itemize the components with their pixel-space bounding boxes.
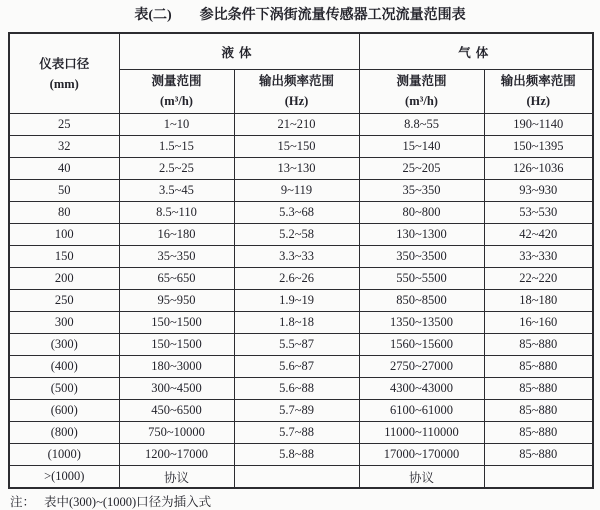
- table-row: [9, 356, 593, 378]
- cell-liquid-frequency-range: 21~210: [234, 114, 359, 136]
- cell-gas-measure-range: 130~1300: [359, 224, 484, 246]
- cell-diameter: 32: [9, 136, 119, 158]
- table-number: 表(二): [134, 8, 172, 23]
- cell-liquid-measure-range: 180~3000: [119, 356, 234, 378]
- header-liquid-freq-unit: (Hz): [284, 93, 309, 108]
- cell-gas-measure-range: 35~350: [359, 180, 484, 202]
- cell-liquid-frequency-range: 5.8~88: [234, 444, 359, 466]
- table-row: [9, 268, 593, 290]
- cell-gas-measure-range: 协议: [359, 466, 484, 489]
- cell-liquid-frequency-range: 1.9~19: [234, 290, 359, 312]
- cell-diameter: 25: [9, 114, 119, 136]
- table-row: [9, 334, 593, 356]
- cell-liquid-measure-range: 65~650: [119, 268, 234, 290]
- cell-diameter: 50: [9, 180, 119, 202]
- cell-gas-frequency-range: 16~160: [484, 312, 593, 334]
- cell-diameter: (300): [9, 334, 119, 356]
- footnote: [8, 492, 592, 510]
- flow-range-table: [8, 32, 594, 489]
- cell-gas-measure-range: 1560~15600: [359, 334, 484, 356]
- header-gas-freq: [484, 70, 593, 114]
- cell-gas-measure-range: 17000~170000: [359, 444, 484, 466]
- cell-gas-measure-range: 850~8500: [359, 290, 484, 312]
- cell-diameter: (800): [9, 422, 119, 444]
- header-liquid-freq-label: 输出频率范围: [259, 74, 335, 89]
- cell-liquid-measure-range: 协议: [119, 466, 234, 489]
- cell-gas-measure-range: 4300~43000: [359, 378, 484, 400]
- cell-liquid-measure-range: 750~10000: [119, 422, 234, 444]
- header-liquid: 液体: [119, 33, 359, 70]
- cell-diameter: 100: [9, 224, 119, 246]
- cell-liquid-measure-range: 1200~17000: [119, 444, 234, 466]
- header-gas-freq-unit: (Hz): [526, 93, 551, 108]
- cell-gas-frequency-range: 42~420: [484, 224, 593, 246]
- header-liquid-freq: [234, 70, 359, 114]
- table-row: [9, 224, 593, 246]
- cell-diameter: 300: [9, 312, 119, 334]
- cell-gas-frequency-range: 126~1036: [484, 158, 593, 180]
- cell-liquid-measure-range: 1~10: [119, 114, 234, 136]
- cell-liquid-frequency-range: 5.2~58: [234, 224, 359, 246]
- cell-gas-measure-range: 350~3500: [359, 246, 484, 268]
- table-row: [9, 202, 593, 224]
- cell-liquid-frequency-range: 15~150: [234, 136, 359, 158]
- table-row: [9, 136, 593, 158]
- cell-liquid-measure-range: 300~4500: [119, 378, 234, 400]
- cell-gas-measure-range: 6100~61000: [359, 400, 484, 422]
- cell-gas-frequency-range: 22~220: [484, 268, 593, 290]
- header-gas-measure: [359, 70, 484, 114]
- header-gas-freq-label: 输出频率范围: [500, 74, 576, 89]
- cell-diameter: (500): [9, 378, 119, 400]
- cell-diameter: (400): [9, 356, 119, 378]
- header-gas-measure-label: 测量范围: [396, 74, 447, 89]
- header-group-row: [9, 33, 593, 70]
- cell-liquid-frequency-range: 5.6~87: [234, 356, 359, 378]
- cell-liquid-frequency-range: 1.8~18: [234, 312, 359, 334]
- table-row: [9, 246, 593, 268]
- table-row: [9, 114, 593, 136]
- cell-gas-frequency-range: 85~880: [484, 378, 593, 400]
- cell-liquid-frequency-range: 3.3~33: [234, 246, 359, 268]
- table-title-text: 参比条件下涡街流量传感器工况流量范围表: [199, 8, 466, 23]
- cell-gas-measure-range: 80~800: [359, 202, 484, 224]
- table-row: [9, 444, 593, 466]
- header-diameter: [9, 33, 119, 114]
- cell-liquid-frequency-range: 5.6~88: [234, 378, 359, 400]
- cell-gas-frequency-range: 85~880: [484, 356, 593, 378]
- cell-diameter: >(1000): [9, 466, 119, 489]
- cell-liquid-measure-range: 95~950: [119, 290, 234, 312]
- cell-liquid-measure-range: 8.5~110: [119, 202, 234, 224]
- cell-gas-frequency-range: 93~930: [484, 180, 593, 202]
- header-gas-measure-unit: (m³/h): [405, 93, 438, 108]
- header-gas: 气体: [359, 33, 593, 70]
- cell-diameter: (600): [9, 400, 119, 422]
- table-row: [9, 158, 593, 180]
- cell-gas-frequency-range: 18~180: [484, 290, 593, 312]
- table-row: [9, 378, 593, 400]
- cell-diameter: 250: [9, 290, 119, 312]
- cell-gas-measure-range: 25~205: [359, 158, 484, 180]
- cell-gas-measure-range: 8.8~55: [359, 114, 484, 136]
- table-row: [9, 400, 593, 422]
- cell-liquid-frequency-range: 5.7~89: [234, 400, 359, 422]
- cell-gas-measure-range: 11000~110000: [359, 422, 484, 444]
- table-row: [9, 466, 593, 489]
- cell-liquid-measure-range: 1.5~15: [119, 136, 234, 158]
- cell-liquid-frequency-range: [234, 466, 359, 489]
- cell-gas-frequency-range: 85~880: [484, 444, 593, 466]
- cell-gas-measure-range: 550~5500: [359, 268, 484, 290]
- header-liquid-measure: [119, 70, 234, 114]
- cell-gas-frequency-range: 150~1395: [484, 136, 593, 158]
- cell-diameter: 200: [9, 268, 119, 290]
- cell-gas-frequency-range: 85~880: [484, 334, 593, 356]
- cell-gas-frequency-range: 33~330: [484, 246, 593, 268]
- cell-liquid-frequency-range: 13~130: [234, 158, 359, 180]
- cell-diameter: 80: [9, 202, 119, 224]
- cell-liquid-frequency-range: 9~119: [234, 180, 359, 202]
- cell-gas-frequency-range: 190~1140: [484, 114, 593, 136]
- cell-gas-frequency-range: 85~880: [484, 422, 593, 444]
- cell-diameter: 150: [9, 246, 119, 268]
- cell-liquid-frequency-range: 2.6~26: [234, 268, 359, 290]
- cell-gas-frequency-range: [484, 466, 593, 489]
- cell-liquid-measure-range: 450~6500: [119, 400, 234, 422]
- header-liquid-measure-unit: (m³/h): [160, 93, 193, 108]
- table-row: [9, 290, 593, 312]
- table-row: [9, 312, 593, 334]
- cell-liquid-measure-range: 3.5~45: [119, 180, 234, 202]
- footnote-label: 注：: [10, 495, 36, 509]
- header-diameter-label: 仪表口径: [39, 56, 90, 71]
- header-liquid-measure-label: 测量范围: [151, 74, 202, 89]
- cell-gas-measure-range: 1350~13500: [359, 312, 484, 334]
- cell-liquid-measure-range: 16~180: [119, 224, 234, 246]
- cell-gas-measure-range: 15~140: [359, 136, 484, 158]
- table-row: [9, 422, 593, 444]
- cell-liquid-frequency-range: 5.5~87: [234, 334, 359, 356]
- cell-liquid-measure-range: 2.5~25: [119, 158, 234, 180]
- cell-gas-measure-range: 2750~27000: [359, 356, 484, 378]
- cell-liquid-measure-range: 150~1500: [119, 312, 234, 334]
- table-row: [9, 180, 593, 202]
- footnote-text: 表中(300)~(1000)口径为插入式: [44, 495, 212, 509]
- cell-gas-frequency-range: 85~880: [484, 400, 593, 422]
- cell-liquid-frequency-range: 5.7~88: [234, 422, 359, 444]
- cell-diameter: 40: [9, 158, 119, 180]
- header-diameter-unit: (mm): [49, 76, 79, 91]
- cell-liquid-frequency-range: 5.3~68: [234, 202, 359, 224]
- cell-diameter: (1000): [9, 444, 119, 466]
- cell-liquid-measure-range: 35~350: [119, 246, 234, 268]
- table-body: [9, 114, 593, 489]
- cell-liquid-measure-range: 150~1500: [119, 334, 234, 356]
- table-title: [8, 5, 592, 27]
- cell-gas-frequency-range: 53~530: [484, 202, 593, 224]
